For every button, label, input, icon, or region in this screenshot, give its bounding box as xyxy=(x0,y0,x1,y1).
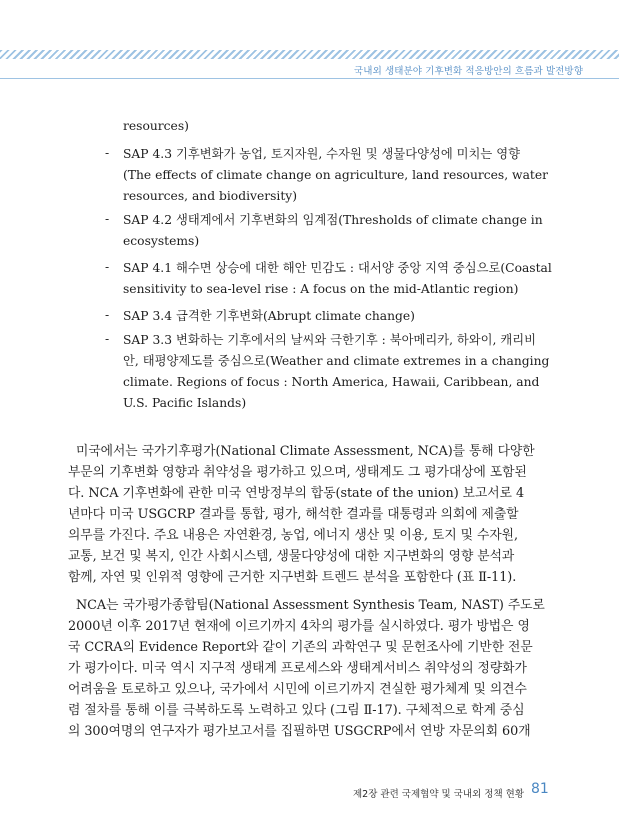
paragraph-line: 부문의 기후변화 영향과 취약성을 평가하고 있으며, 생태계도 그 평가대상에 포함된 xyxy=(68,465,527,480)
list-dash: - xyxy=(105,212,110,226)
paragraph-line: 렴 절차를 통해 이를 극복하도록 노력하고 있다 (그림 Ⅱ-17). 구체적으로 학계 중심 xyxy=(68,703,525,718)
header-decorative-band xyxy=(0,50,619,59)
reference-line: sensitivity to sea-level rise : A focus on the mid-Atlantic region) xyxy=(123,282,519,296)
reference-line: resources, and biodiversity) xyxy=(123,189,298,203)
footer-chapter-title: 제2장 관련 국제협약 및 국내외 정책 현황 xyxy=(353,789,524,800)
reference-line: 안, 태평양제도를 중심으로(Weather and climate extremes in a changing xyxy=(123,354,550,368)
paragraph-line: 2000년 이후 2017년 현재에 이르기까지 4차의 평가를 실시하였다. 평가 방법은 영 xyxy=(68,619,530,634)
reference-line: climate. Regions of focus : North America, Hawaii, Caribbean, and xyxy=(123,375,540,389)
list-dash: - xyxy=(105,146,110,160)
page-number: 81 xyxy=(531,781,549,797)
paragraph-line: 다. NCA 기후변화에 관한 미국 연방정부의 합동(state of the union) 보고서로 4 xyxy=(68,486,525,501)
paragraph-line: 함께, 자연 및 인위적 영향에 근거한 지구변화 트렌드 분석을 포함한다 (표 Ⅱ-11). xyxy=(68,570,517,585)
list-dash: - xyxy=(105,332,110,346)
reference-line: SAP 4.3 기후변화가 농업, 토지자원, 수자원 및 생물다양성에 미치는 영향 xyxy=(123,147,520,161)
running-header-title: 국내외 생태분야 기후변화 적응방안의 흐름과 발전방향 xyxy=(354,66,583,77)
paragraph-line: 교통, 보건 및 복지, 인간 사회시스템, 생물다양성에 대한 지구변화의 영향 분석과 xyxy=(68,549,515,564)
paragraph-line: NCA는 국가평가종합팀(National Assessment Synthesis Team, NAST) 주도로 xyxy=(68,598,545,613)
reference-line: resources) xyxy=(123,119,189,133)
list-dash: - xyxy=(105,260,110,274)
paragraph-line: 의 300여명의 연구자가 평가보고서를 집필하면 USGCRP에서 연방 자문의회 60개 xyxy=(68,724,531,739)
reference-line: SAP 4.2 생태계에서 기후변화의 임계점(Thresholds of climate change in xyxy=(123,213,543,227)
reference-line: U.S. Pacific Islands) xyxy=(123,396,247,410)
paragraph-line: 의무를 가진다. 주요 내용은 자연환경, 농업, 에너지 생산 및 이용, 토지 및 수자원, xyxy=(68,528,518,543)
paragraph-line: 국 CCRA의 Evidence Report와 같이 기존의 과학연구 및 문헌조사에 기반한 전문 xyxy=(68,640,533,655)
reference-line: (The effects of climate change on agriculture, land resources, water xyxy=(123,168,548,182)
paragraph-line: 미국에서는 국가기후평가(National Climate Assessment, NCA)를 통해 다양한 xyxy=(68,444,535,459)
header-divider xyxy=(0,78,619,79)
paragraph-line: 가 평가이다. 미국 역시 지구적 생태계 프로세스와 생태계서비스 취약성의 정량화가 xyxy=(68,661,527,676)
list-dash: - xyxy=(105,308,110,322)
reference-line: SAP 3.3 변화하는 기후에서의 날씨와 극한기후 : 북아메리카, 하와이, 캐리비 xyxy=(123,333,537,347)
paragraph-line: 어려움을 토로하고 있으나, 국가에서 시민에 이르기까지 견실한 평가체계 및 의견수 xyxy=(68,682,527,697)
reference-line: ecosystems) xyxy=(123,234,200,248)
paragraph-line: 년마다 미국 USGCRP 결과를 통합, 평가, 해석한 결과를 대통령과 의회에 제출할 xyxy=(68,507,519,522)
reference-line: SAP 3.4 급격한 기후변화(Abrupt climate change) xyxy=(123,309,415,323)
reference-line: SAP 4.1 해수면 상승에 대한 해안 민감도 : 대서양 중앙 지역 중심으로(Coastal xyxy=(123,261,552,275)
